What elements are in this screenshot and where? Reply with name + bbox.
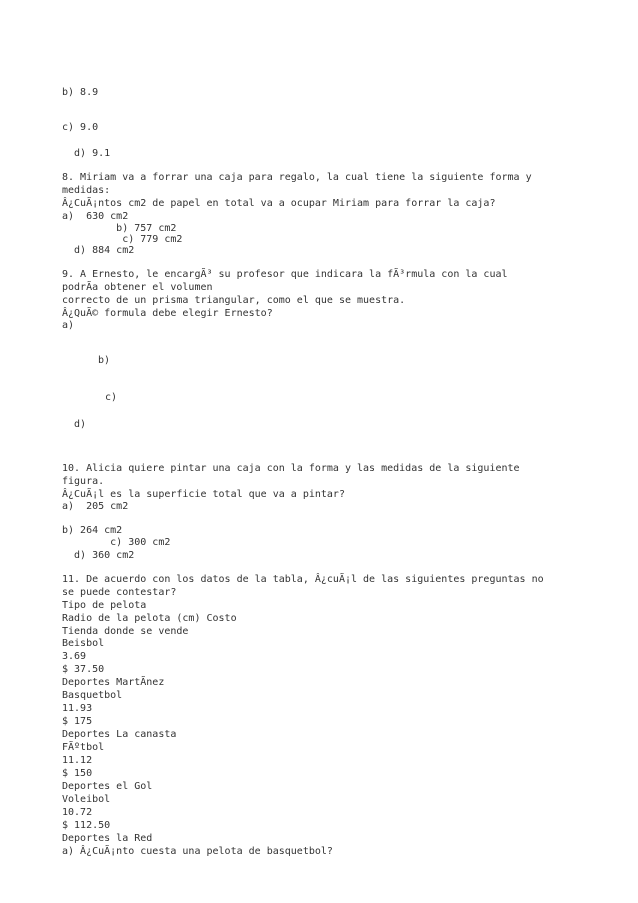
question-10-option-c: c) 300 cm2 xyxy=(62,537,171,548)
table-header: Tipo de pelota xyxy=(62,600,147,611)
question-9-prompt: Â¿QuÃ© formula debe elegir Ernesto? xyxy=(62,308,273,319)
table-cell: 11.93 xyxy=(62,703,93,714)
question-8-text: 8. Miriam va a forrar una caja para regalo, la cual tiene la siguiente forma y xyxy=(62,172,532,183)
question-9-option-c: c) xyxy=(105,392,118,403)
question-8-option-d: d) 884 cm2 xyxy=(62,245,135,256)
table-header: Tienda donde se vende xyxy=(62,626,189,637)
table-cell: Beisbol xyxy=(62,638,105,649)
table-cell: $ 37.50 xyxy=(62,664,105,675)
table-cell: Deportes el Gol xyxy=(62,781,153,792)
question-11-option-a: a) Â¿CuÃ¡nto cuesta una pelota de basquetbol? xyxy=(62,846,333,857)
table-cell: $ 150 xyxy=(62,768,93,779)
answer-d-9-1: d) 9.1 xyxy=(62,148,111,159)
question-9-text: podrÃa obtener el volumen xyxy=(62,282,213,293)
table-cell: Basquetbol xyxy=(62,690,123,701)
table-cell: Deportes la Red xyxy=(62,833,153,844)
table-cell: Deportes La canasta xyxy=(62,729,177,740)
question-9-text: correcto de un prisma triangular, como el que se muestra. xyxy=(62,295,406,306)
table-header: Radio de la pelota (cm) Costo xyxy=(62,613,237,624)
question-10-option-b: b) 264 cm2 xyxy=(62,525,123,536)
table-cell: $ 112.50 xyxy=(62,820,111,831)
question-10-option-a: a) 205 cm2 xyxy=(62,501,129,512)
table-cell: 11.12 xyxy=(62,755,93,766)
question-9-option-d: d) xyxy=(62,419,87,430)
question-8-option-a: a) 630 cm2 xyxy=(62,211,129,222)
question-11-text: 11. De acuerdo con los datos de la tabla, Â¿cuÃ¡l de las siguientes preguntas no xyxy=(62,574,544,585)
question-9-text: 9. A Ernesto, le encargÃ³ su profesor que indicara la fÃ³rmula con la cual xyxy=(62,269,508,280)
table-cell: 3.69 xyxy=(62,651,87,662)
question-9-option-a: a) xyxy=(62,320,75,331)
table-cell: Voleibol xyxy=(62,794,111,805)
question-8-option-c: c) 779 cm2 xyxy=(62,234,183,245)
table-cell: $ 175 xyxy=(62,716,93,727)
table-cell: Deportes MartÃnez xyxy=(62,677,165,688)
question-8-text: medidas: xyxy=(62,185,111,196)
table-cell: FÃºtbol xyxy=(62,742,105,753)
answer-b-8-9: b) 8.9 xyxy=(62,87,99,98)
question-11-text: se puede contestar? xyxy=(62,587,177,598)
answer-c-9-0: c) 9.0 xyxy=(62,122,99,133)
question-8-prompt: Â¿CuÃ¡ntos cm2 de papel en total va a ocupar Miriam para forrar la caja? xyxy=(62,198,496,209)
question-10-text: figura. xyxy=(62,476,105,487)
question-10-text: 10. Alicia quiere pintar una caja con la forma y las medidas de la siguiente xyxy=(62,463,520,474)
question-10-option-d: d) 360 cm2 xyxy=(62,550,135,561)
table-cell: 10.72 xyxy=(62,807,93,818)
question-8-option-b: b) 757 cm2 xyxy=(62,223,177,234)
question-10-prompt: Â¿CuÃ¡l es la superficie total que va a pintar? xyxy=(62,489,345,500)
question-9-option-b: b) xyxy=(98,355,111,366)
